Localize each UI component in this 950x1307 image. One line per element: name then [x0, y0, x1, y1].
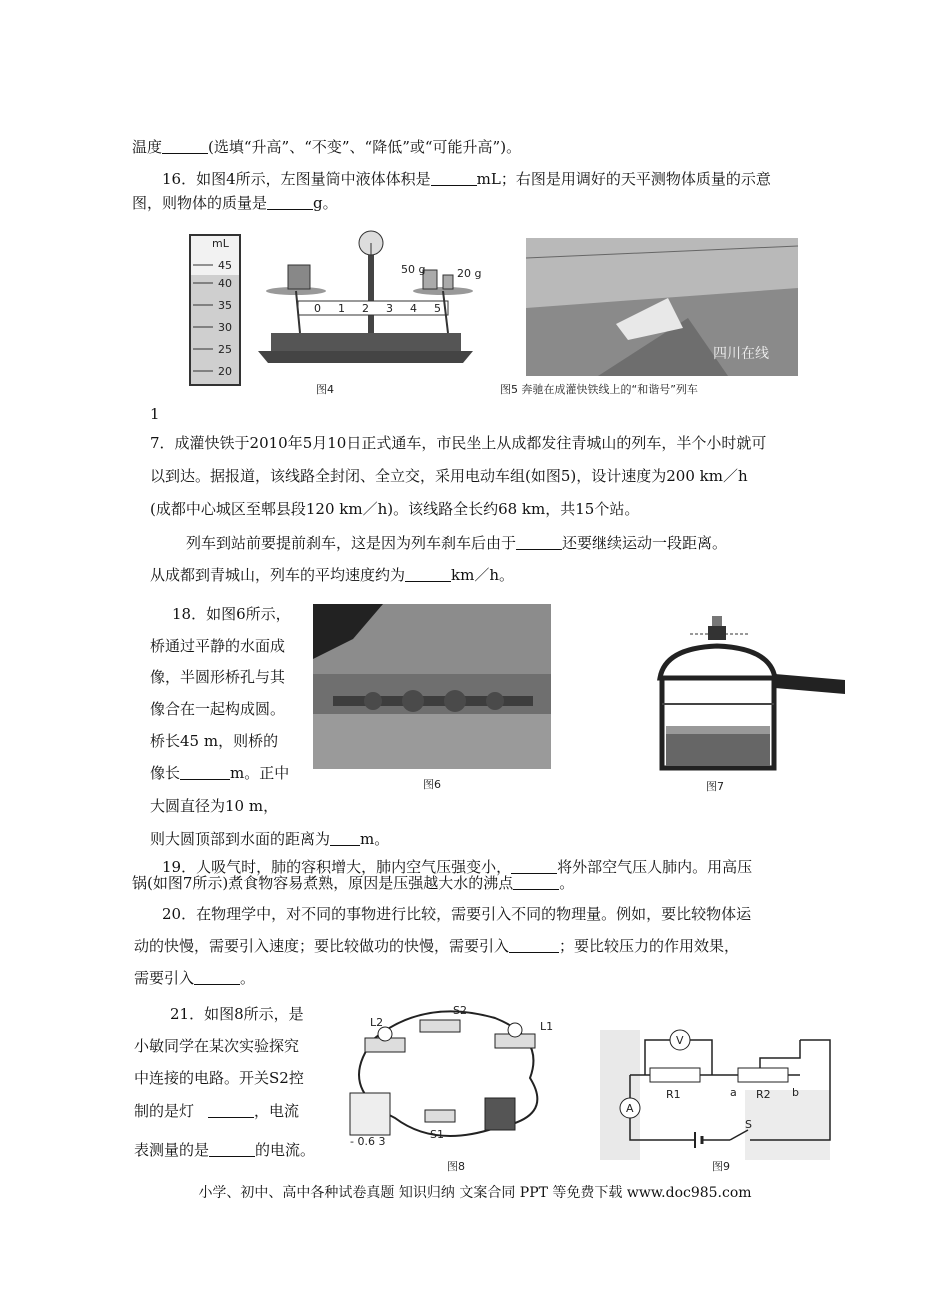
figure-4 — [168, 225, 493, 400]
battery — [485, 1098, 515, 1130]
answer-blank[interactable] — [194, 968, 240, 985]
figure-8 — [335, 998, 590, 1173]
figure-caption: 图6 — [423, 778, 441, 791]
q17-line2: 以到达。据报道，该线路全封闭、全立交，采用电动车组(如图5)，设计速度为200 km／h — [150, 467, 748, 485]
cylinder-unit: mL — [212, 237, 229, 250]
scale-label: 5 — [434, 302, 441, 315]
answer-blank[interactable] — [405, 565, 451, 582]
scale-label: 0 — [314, 302, 321, 315]
ammeter — [350, 1093, 390, 1135]
q18-line3: 像，半圆形桥孔与其 — [150, 668, 286, 686]
answer-blank[interactable] — [267, 193, 313, 210]
label-b: b — [792, 1086, 799, 1099]
answer-blank[interactable] — [513, 873, 559, 890]
q21-line4: 制的是灯 ，电流 — [134, 1102, 300, 1120]
figure-caption: 图8 — [447, 1160, 465, 1173]
q18-line8: 则大圆顶部到水面的距离为 m。 — [150, 830, 390, 848]
label-r1: R1 — [666, 1088, 681, 1101]
answer-blank[interactable] — [509, 936, 559, 953]
tick-label: 45 — [218, 259, 232, 272]
q18-line7: 大圆直径为10 m， — [150, 797, 279, 815]
label-l1: L1 — [540, 1020, 554, 1033]
q21-line2: 小敏同学在某次实验探究 — [134, 1037, 300, 1055]
q18-line5: 桥长45 m，则桥的 — [150, 732, 279, 750]
tick-label: 25 — [218, 343, 232, 356]
scale-label: 2 — [362, 302, 369, 315]
tick-label: 35 — [218, 299, 232, 312]
footer: 小学、初中、高中各种试卷真题 知识归纳 文案合同 PPT 等免费下载 www.doc985.com — [198, 1185, 752, 1201]
q17-line1: 7．成灌快铁于2010年5月10日正式通车，市民坐上从成都发往青城山的列车，半个小时就可 — [150, 434, 767, 452]
answer-blank[interactable] — [431, 169, 477, 186]
figure-6 — [313, 604, 553, 794]
answer-blank[interactable] — [162, 137, 208, 154]
tick-label: 40 — [218, 277, 232, 290]
label-s2: S2 — [453, 1004, 467, 1017]
q21-line3: 中连接的电路。开关S2控 — [134, 1069, 304, 1087]
label-v: V — [676, 1034, 684, 1047]
q16-line1: 16．如图4所示，左图量筒中液体体积是 mL；右图是用调好的天平测物体质量的示意 — [162, 170, 771, 188]
q17-line5: 从成都到青城山，列车的平均速度约为 km／h。 — [150, 566, 514, 584]
q17-line4: 列车到站前要提前刹车，这是因为列车刹车后由于 还要继续运动一段距离。 — [186, 534, 728, 552]
balance — [258, 231, 481, 363]
figure-caption: 图4 — [316, 383, 334, 396]
figure-caption: 图7 — [706, 780, 724, 793]
q16-line2: 图，则物体的质量是 g。 — [132, 194, 338, 212]
figure-caption: 图5 奔驰在成灌快铁线上的“和谐号”列车 — [500, 383, 698, 396]
q18-line6: 像长 m。正中 — [150, 764, 290, 782]
q19-line1: 19．人吸气时，肺的容积增大，肺内空气压强变小， 将外部空气压人肺内。用高压 — [162, 858, 753, 876]
answer-blank[interactable] — [516, 533, 562, 550]
q20-line3: 需要引入 。 — [134, 969, 256, 987]
q18-line2: 桥通过平静的水面成 — [150, 637, 286, 655]
figure-7 — [640, 608, 850, 798]
weight-label: 20 g — [457, 267, 482, 280]
weight-20g — [443, 275, 453, 289]
weight-label: 50 g — [401, 263, 426, 276]
q21-line5: 表测量的是 的电流。 — [134, 1141, 316, 1159]
label-r2: R2 — [756, 1088, 771, 1101]
q19-line2: 锅(如图7所示)煮食物容易煮熟，原因是压强越大水的沸点 。 — [132, 874, 575, 892]
object-block — [288, 265, 310, 289]
answer-blank[interactable] — [511, 857, 557, 874]
label-ammeter: - 0.6 3 — [350, 1135, 386, 1148]
stray-number: 1 — [150, 405, 160, 423]
q20-line1: 20．在物理学中，对不同的事物进行比较，需要引入不同的物理量。例如，要比较物体运 — [162, 905, 752, 923]
label-l2: L2 — [370, 1016, 384, 1029]
q18-line4: 像合在一起构成圆。 — [150, 700, 286, 718]
scale-label: 3 — [386, 302, 393, 315]
answer-blank[interactable] — [180, 763, 230, 780]
q18-line1: 18．如图6所示， — [172, 605, 291, 623]
figure-9 — [600, 1020, 835, 1175]
label-a: a — [730, 1086, 737, 1099]
q21-line1: 21．如图8所示，是 — [170, 1005, 304, 1023]
answer-blank[interactable] — [209, 1140, 255, 1157]
switch-s2 — [420, 1020, 460, 1032]
q15-continuation: 温度 (选填“升高”、“不变”、“降低”或“可能升高”)。 — [132, 138, 522, 156]
tick-label: 30 — [218, 321, 232, 334]
label-s1: S1 — [430, 1128, 444, 1141]
q20-line2: 动的快慢，需要引入速度；要比较做功的快慢，需要引入 ；要比较压力的作用效果， — [134, 937, 740, 955]
pot-handle — [775, 674, 845, 694]
rheostat-r2 — [738, 1068, 788, 1082]
figure-caption: 图9 — [712, 1160, 730, 1173]
figure-5 — [498, 228, 803, 400]
tick-label: 20 — [218, 365, 232, 378]
label-a-meter: A — [626, 1102, 634, 1115]
scale-label: 1 — [338, 302, 345, 315]
watermark: 四川在线 — [713, 346, 769, 362]
answer-blank[interactable] — [208, 1101, 254, 1118]
q17-line3: (成都中心城区至郫县段120 km／h)。该线路全长约68 km，共15个站。 — [150, 500, 640, 518]
switch-s1 — [425, 1110, 455, 1122]
pressure-valve — [712, 616, 722, 626]
label-s: S — [745, 1118, 752, 1131]
answer-blank[interactable] — [330, 829, 360, 846]
scale-label: 4 — [410, 302, 417, 315]
resistor-r1 — [650, 1068, 700, 1082]
